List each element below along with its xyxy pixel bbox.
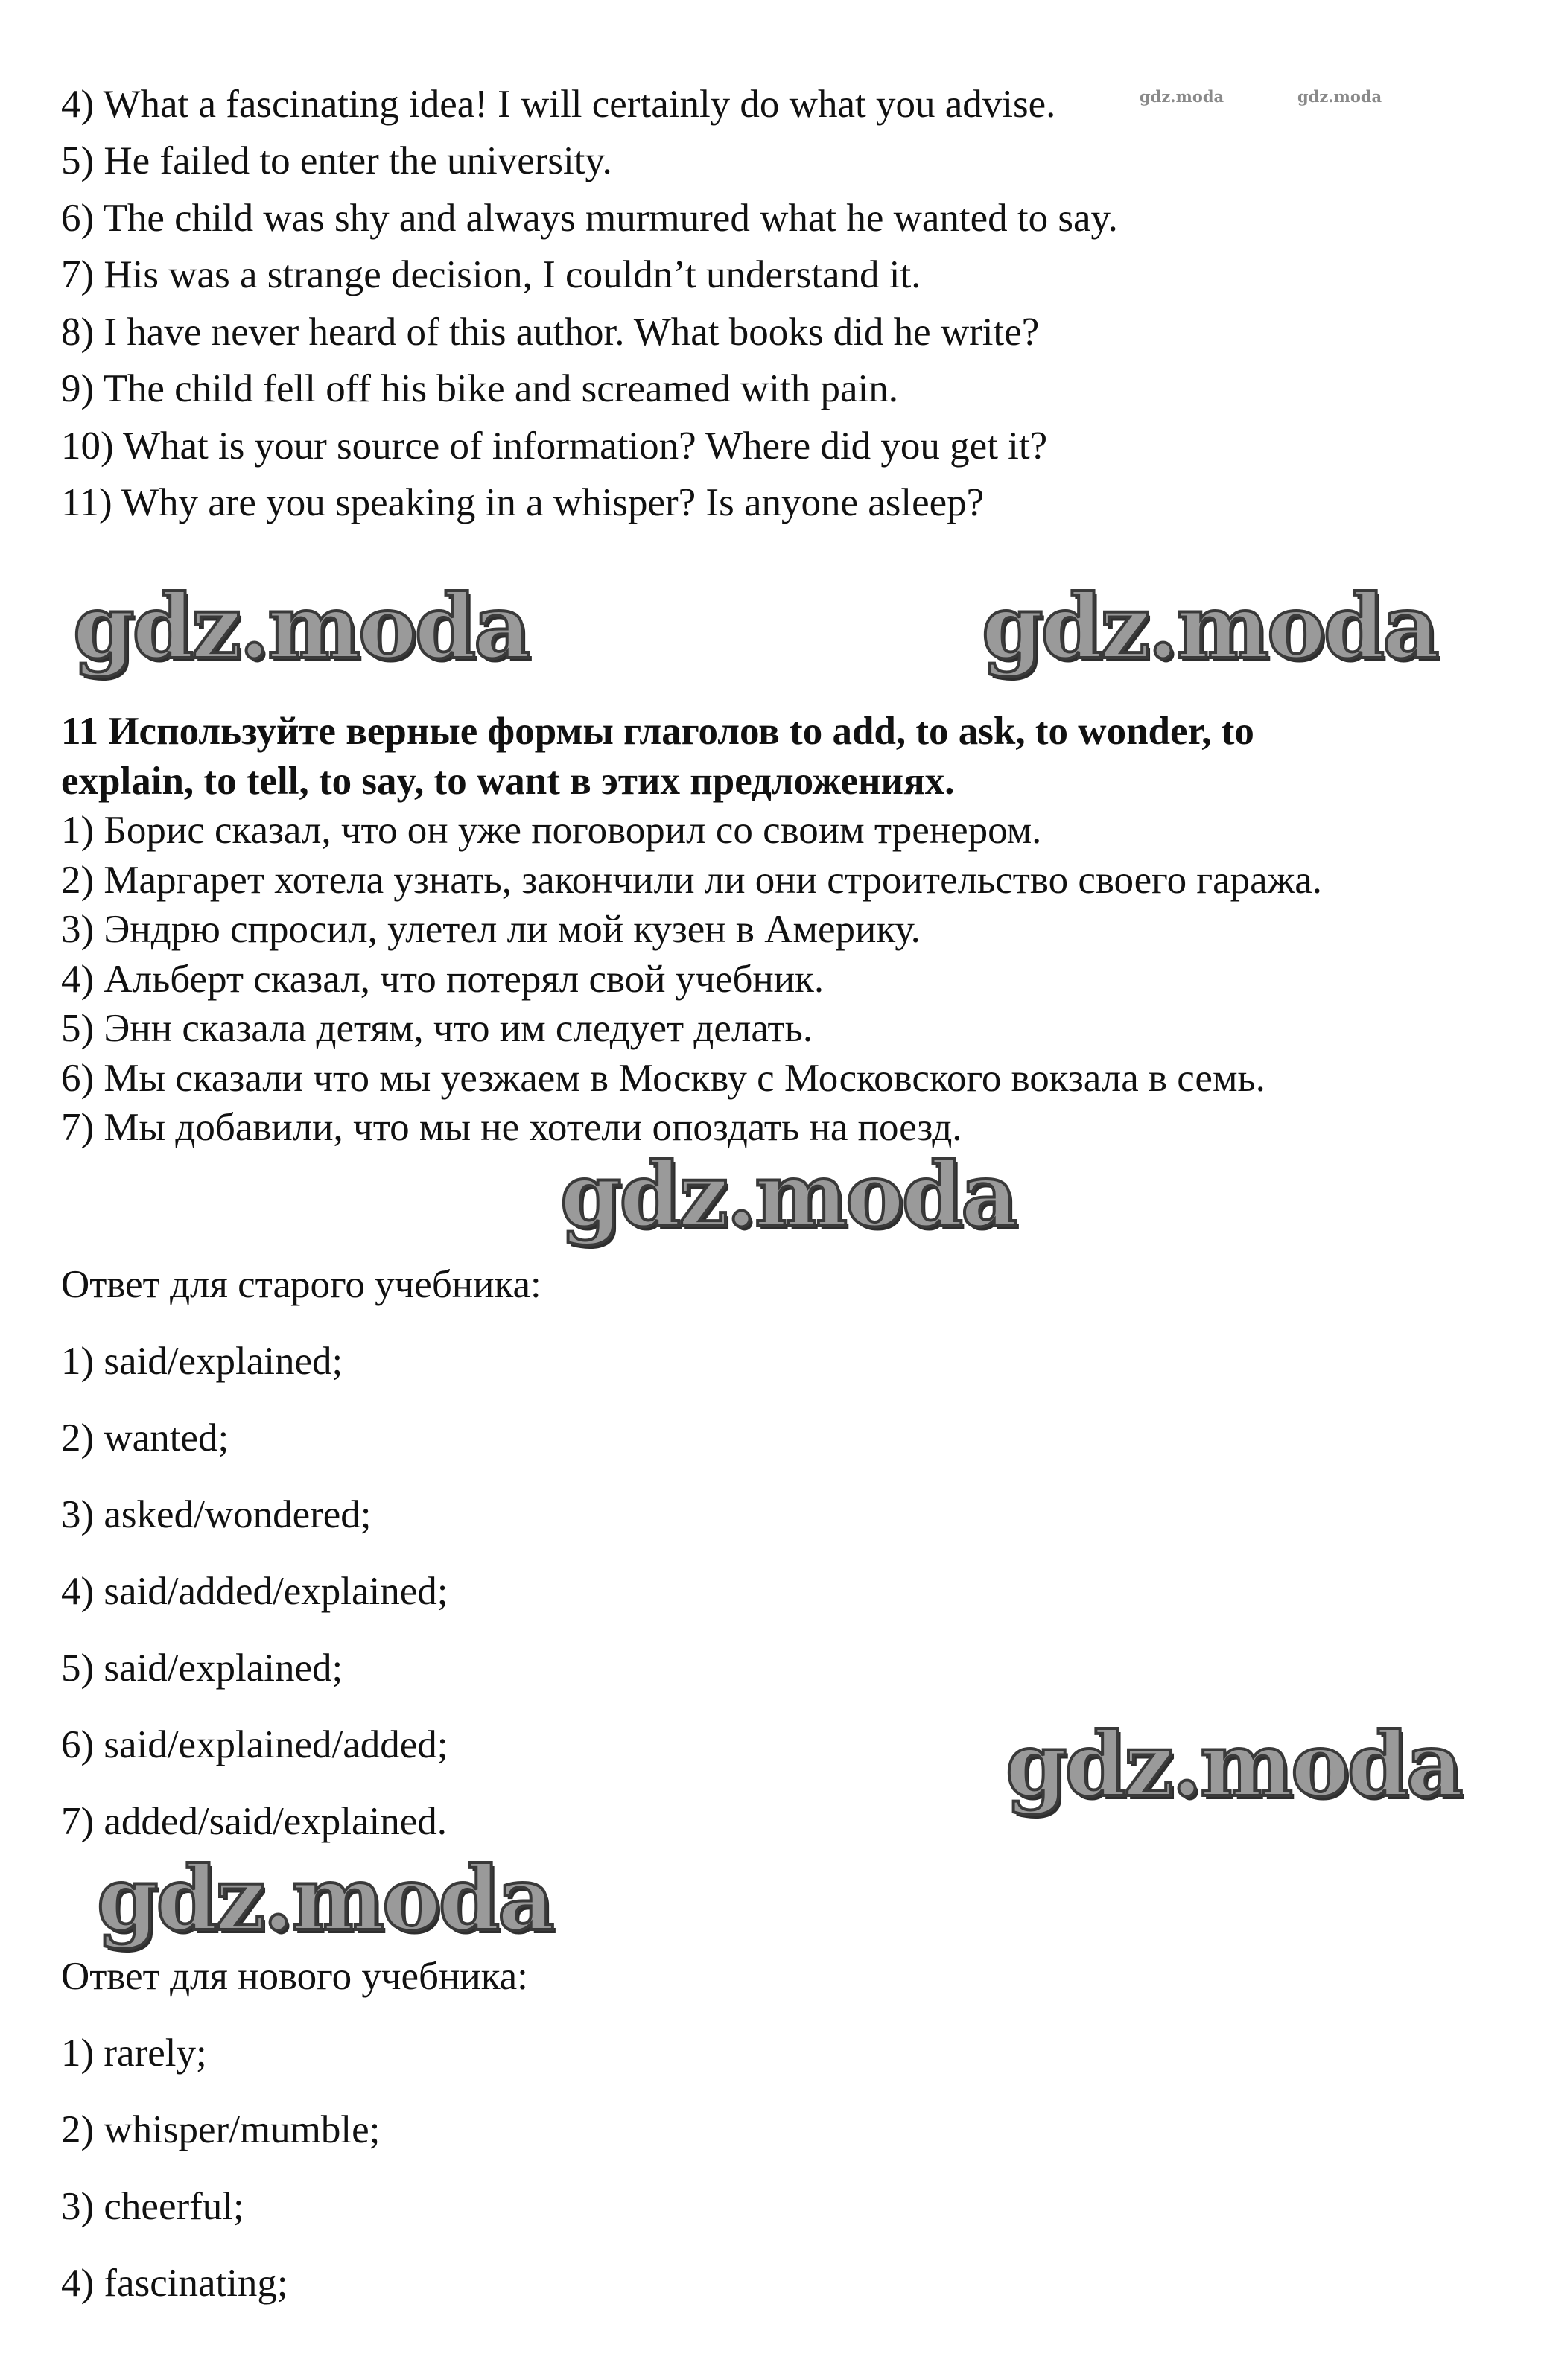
- section-heading: Ответ для нового учебника:: [61, 1955, 528, 1998]
- list-item: 6) Мы сказали что мы уезжаем в Москву с Московского вокзала в семь.: [61, 1057, 1265, 1100]
- list-item: 7) His was a strange decision, I couldn’t understand it.: [61, 253, 921, 296]
- list-item: 6) The child was shy and always murmured what he wanted to say.: [61, 197, 1118, 240]
- list-item: 1) rarely;: [61, 2031, 207, 2075]
- list-item: 7) Мы добавили, что мы не хотели опоздать на поезд.: [61, 1106, 962, 1149]
- watermark: gdz.moda: [560, 1143, 1016, 1247]
- list-item: 7) added/said/explained.: [61, 1800, 448, 1843]
- watermark: gdz.moda: [97, 1847, 553, 1950]
- watermark: gdz.moda: [1006, 1713, 1461, 1816]
- section-heading: Ответ для старого учебника:: [61, 1263, 541, 1306]
- task-title: 11 Используйте верные формы глаголов to add, to ask, to wonder, to: [61, 710, 1254, 753]
- list-item: 3) Эндрю спросил, улетел ли мой кузен в Америку.: [61, 908, 921, 951]
- list-item: 5) He failed to enter the university.: [61, 139, 612, 182]
- list-item: 5) Энн сказала детям, что им следует делать.: [61, 1007, 813, 1050]
- list-item: 2) wanted;: [61, 1416, 229, 1460]
- list-item: 2) Маргарет хотела узнать, закончили ли они строительство своего гаража.: [61, 859, 1323, 902]
- list-item: 4) fascinating;: [61, 2262, 288, 2305]
- list-item: 2) whisper/mumble;: [61, 2108, 381, 2151]
- watermark: gdz.moda: [982, 575, 1438, 678]
- list-item: 4) said/added/explained;: [61, 1570, 448, 1613]
- list-item: 9) The child fell off his bike and screamed with pain.: [61, 367, 898, 410]
- list-item: 10) What is your source of information? Where did you get it?: [61, 424, 1048, 468]
- list-item: 1) Борис сказал, что он уже поговорил со своим тренером.: [61, 809, 1042, 852]
- watermark: gdz.moda: [73, 575, 529, 678]
- task-title: explain, to tell, to say, to want в этих предложениях.: [61, 760, 955, 803]
- list-item: 3) asked/wondered;: [61, 1493, 372, 1536]
- watermark-small: gdz.moda: [1140, 87, 1224, 106]
- list-item: 4) What a fascinating idea! I will certainly do what you advise.: [61, 83, 1056, 126]
- list-item: 11) Why are you speaking in a whisper? Is anyone asleep?: [61, 481, 985, 524]
- list-item: 1) said/explained;: [61, 1340, 343, 1383]
- list-item: 4) Альберт сказал, что потерял свой учебник.: [61, 958, 825, 1001]
- watermark-small: gdz.moda: [1297, 87, 1382, 106]
- list-item: 3) cheerful;: [61, 2185, 244, 2228]
- list-item: 5) said/explained;: [61, 1646, 343, 1690]
- list-item: 8) I have never heard of this author. What books did he write?: [61, 311, 1040, 354]
- list-item: 6) said/explained/added;: [61, 1723, 448, 1766]
